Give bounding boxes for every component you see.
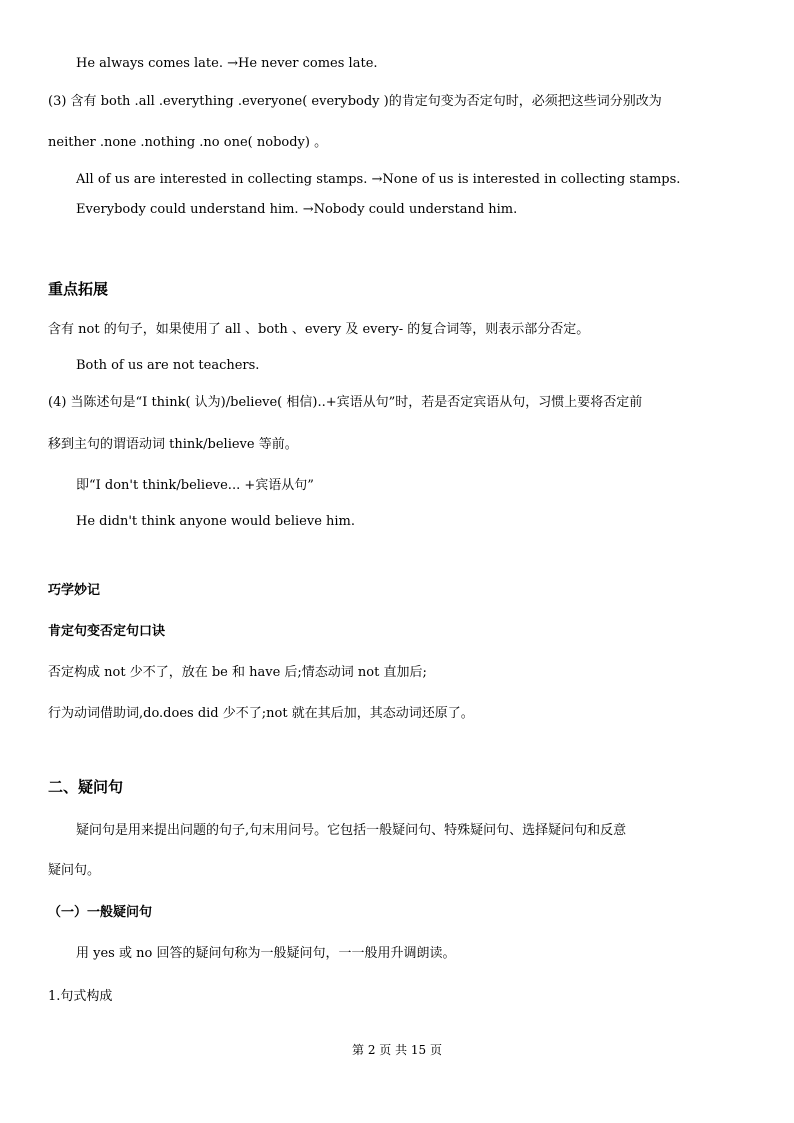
mnemonic-line: 否定构成 not 少不了，放在 be 和 have 后;情态动词 not 直加后;	[48, 665, 427, 680]
example-sentence: He didn't think anyone would believe him.	[76, 514, 356, 529]
example-sentence: He always comes late. →He never comes late.	[76, 56, 378, 71]
intro-paragraph-cont: 疑问句。	[48, 863, 101, 878]
pattern-line: 即“I don't think/believe... +宾语从句”	[76, 478, 314, 493]
numbered-heading: 1.句式构成	[48, 989, 113, 1004]
example-sentence: All of us are interested in collecting stamps. →None of us is interested in collecting stamps.	[76, 172, 681, 187]
tip-subheading: 肯定句变否定句口诀	[48, 624, 166, 639]
definition-paragraph: 用 yes 或 no 回答的疑问句称为一般疑问句，一一般用升调朗读。	[76, 946, 456, 961]
example-sentence: Everybody could understand him. →Nobody could understand him.	[76, 202, 518, 217]
mnemonic-line: 行为动词借助词,do.does did 少不了;not 就在其后加，其态动词还原了。	[48, 706, 474, 721]
rule-paragraph: 含有 not 的句子，如果使用了 all 、both 、every 及 every- 的复合词等，则表示部分否定。	[48, 322, 590, 337]
intro-paragraph: 疑问句是用来提出问题的句子,句末用问号。它包括一般疑问句、特殊疑问句、选择疑问句和反意	[76, 823, 627, 838]
rule-paragraph: (4) 当陈述句是“I think( 认为)/believe( 相信)..+宾语从句”时，若是否定宾语从句，习惯上要将否定前	[48, 395, 643, 410]
subsection-heading: （一）一般疑问句	[48, 905, 153, 920]
example-sentence: Both of us are not teachers.	[76, 358, 260, 373]
section-title: 二、疑问句	[48, 778, 124, 796]
tip-heading: 巧学妙记	[48, 583, 101, 598]
page-number: 第 2 页 共 15 页	[352, 1043, 442, 1057]
section-heading: 重点拓展	[48, 280, 109, 298]
rule-paragraph-cont: neither .none .nothing .no one( nobody) 。	[48, 135, 328, 150]
rule-paragraph: (3) 含有 both .all .everything .everyone( everybody )的肯定句变为否定句时，必须把这些词分别改为	[48, 94, 662, 109]
rule-paragraph-cont: 移到主句的谓语动词 think/believe 等前。	[48, 437, 298, 452]
